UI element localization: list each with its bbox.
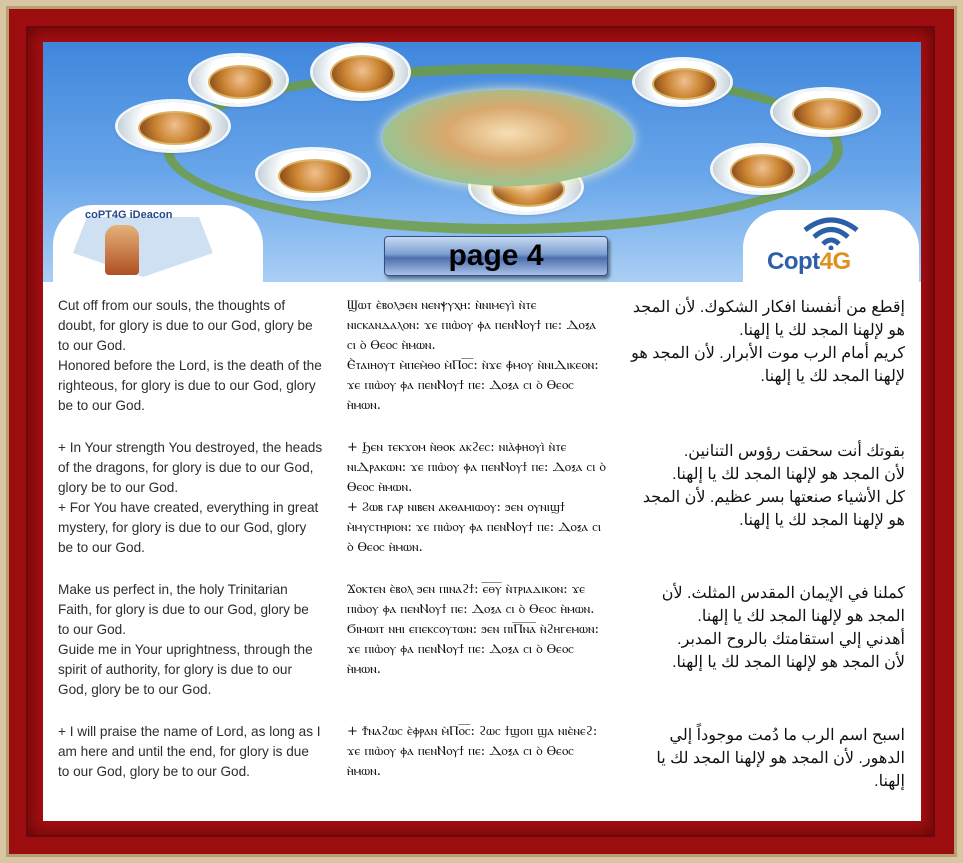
icon-flower-1 <box>191 56 286 104</box>
page-number-badge: page 4 <box>384 236 608 276</box>
ideacon-logo-text: coPT4G iDeacon <box>85 209 173 221</box>
english-paragraph: Cut off from our souls, the thoughts of doubt, for glory is due to our God, glory be to our God. Honored before the Lord, is the death of the righteous, for glory is due to our God, glory be to our God. <box>58 298 322 413</box>
icon-flower-2 <box>313 46 408 98</box>
header-banner <box>43 42 921 282</box>
document-page <box>43 42 921 821</box>
icon-flower-6 <box>635 60 730 104</box>
logo-pentagon-shape <box>73 217 213 277</box>
icon-flower-3 <box>118 102 228 150</box>
arabic-paragraph: إقطع من أنفسنا افكار الشكوك. لأن المجد هو لإلهنا المجد لك يا إلهنا. كريم أمام الرب موت الأبرار. لأن المجد هو لإلهنا المجد لك يا إلهنا. <box>631 299 905 385</box>
icon-flower-7 <box>773 90 878 134</box>
ideacon-logo <box>53 205 263 282</box>
coptic-paragraph: + Ϯⲛⲁϩⲱⲥ ⲉ̀ⲫⲣⲁⲛ ⲙ̀Ⲡⲟ̅ⲥ̅: ϩⲱⲥ ϯϣⲟⲡ ϣⲁ ⲛⲓⲉ̀ⲛⲉϩ: ϫⲉ ⲡⲓⲱ̀ⲟⲩ ⲫⲁ ⲡⲉⲛⲚⲟⲩϯ ⲡⲉ: Ⲇⲟⲝⲁ ⲥⲓ ⲟ̀ Ⲑⲉⲟⲥ ⲏ̀ⲙⲱⲛ. <box>347 724 602 779</box>
copt4g-logo <box>743 210 919 282</box>
copt4g-logo-text: Copt4G <box>767 248 851 275</box>
english-paragraph: Make us perfect in, the holy Trinitarian Faith, for glory is due to our God, glory be to our God. Guide me in Your uprightness, through the spirit of authority, for glory is due to our God, glory be to our God. <box>58 582 313 697</box>
christ-icon <box>383 90 633 186</box>
english-paragraph: + I will praise the name of Lord, as long as I am here and until the end, for glory is due to our God, glory be to our God. <box>58 724 325 779</box>
deacon-figure-icon <box>105 225 139 275</box>
wifi-icon <box>801 216 861 250</box>
english-paragraph: + In Your strength You destroyed, the heads of the dragons, for glory is due to our God, glory be to our God. + For You have created, everything in great mystery, for glory is due to our God, glory be to our God. <box>58 440 323 555</box>
arabic-paragraph: اسبح اسم الرب ما دُمت موجوداً إلي الدهور. لأن المجد هو لإلهنا المجد لك يا إلهنا. <box>651 727 905 790</box>
coptic-paragraph: Ϣⲱⲧ ⲉ̀ⲃⲟⲗϧⲉⲛ ⲛⲉⲛⲯⲩⲭⲏ: ⲛ̀ⲛⲓⲙⲉⲩⲓ̀ ⲛ̀ⲧⲉ ⲛⲓⲥⲕⲁⲛⲇⲁⲗⲟⲛ: ϫⲉ ⲡⲓⲱ̀ⲟⲩ ⲫⲁ ⲡⲉⲛⲚⲟⲩϯ ⲡⲉ: Ⲇⲟⲝⲁ ⲥⲓ ⲟ̀ Ⲑⲉⲟⲥ ⲏ̀ⲙⲱⲛ. Ⲉ̀ⲧⲁⲓⲏⲟⲩⲧ ⲙ̀ⲡⲉⲙ̀ⲑⲟ ⲙ̀Ⲡⲟ̅ⲥ̅: ⲛ̀ϫⲉ ⲫ̀ⲙⲟⲩ ⲛ̀ⲛⲓⲆⲓⲕⲉⲟⲛ: ϫⲉ ⲡⲓⲱ̀ⲟⲩ ⲫⲁ ⲡⲉⲛⲚⲟⲩϯ ⲡⲉ: Ⲇⲟⲝⲁ ⲥⲓ ⲟ̀ Ⲑⲉⲟⲥ ⲏ̀ⲙⲱⲛ. <box>347 298 599 413</box>
arabic-paragraph: بقوتك أنت سحقت رؤوس التنانين. لأن المجد هو لإلهنا المجد لك يا إلهنا. كل الأشياء صنعتها بسر عظيم. لأن المجد هو لإلهنا المجد لك يا إلهنا. <box>642 443 905 529</box>
icon-flower-8 <box>713 146 808 192</box>
coptic-paragraph: Ϫⲟⲕⲧⲉⲛ ⲉ̀ⲃⲟⲗ ϧⲉⲛ ⲡⲓⲛⲁϩϯ: ⲉ̅ⲑ̅ⲩ̅ ⲛ̀ⲧⲣⲓⲁⲇⲓⲕⲟⲛ: ϫⲉ ⲡⲓⲱ̀ⲟⲩ ⲫⲁ ⲡⲉⲛⲚⲟⲩϯ ⲡⲉ: Ⲇⲟⲝⲁ ⲥⲓ ⲟ̀ Ⲑⲉⲟⲥ ⲏ̀ⲙⲱⲛ. Ϭⲓⲙⲱⲓⲧ ⲛⲏⲓ ⲉⲡⲉⲕⲥⲟⲩⲧⲱⲛ: ϧⲉⲛ ⲡⲓⲠ̅ⲛ̅ⲁ̅ ⲛ̀ϩⲏⲅⲉⲙⲱⲛ: ϫⲉ ⲡⲓⲱ̀ⲟⲩ ⲫⲁ ⲡⲉⲛⲚⲟⲩϯ ⲡⲉ: Ⲇⲟⲝⲁ ⲥⲓ ⲟ̀ Ⲑⲉⲟⲥ ⲏ̀ⲙⲱⲛ. <box>347 582 599 677</box>
coptic-paragraph: + Ϧⲉⲛ ⲧⲉⲕϫⲟⲙ ⲛ̀ⲑⲟⲕ ⲁⲕϩⲉⲥ: ⲛⲓⲁ̀ⲫⲏⲟⲩⲓ̀ ⲛ̀ⲧⲉ ⲛⲓⲆⲣⲁⲕⲱⲛ: ϫⲉ ⲡⲓⲱ̀ⲟⲩ ⲫⲁ ⲡⲉⲛⲚⲟⲩϯ ⲡⲉ: Ⲇⲟⲝⲁ ⲥⲓ ⲟ̀ Ⲑⲉⲟⲥ ⲏ̀ⲙⲱⲛ. + Ϩⲱⲃ ⲅⲁⲣ ⲛⲓⲃⲉⲛ ⲁⲕⲑⲁⲙⲓⲱⲟⲩ: ϧⲉⲛ ⲟⲩⲛⲓϣϯ ⲙ̀ⲙⲩⲥⲧⲏⲣⲓⲟⲛ: ϫⲉ ⲡⲓⲱ̀ⲟⲩ ⲫⲁ ⲡⲉⲛⲚⲟⲩϯ ⲡⲉ: Ⲇⲟⲝⲁ ⲥⲓ ⲟ̀ Ⲑⲉⲟⲥ ⲏ̀ⲙⲱⲛ. <box>347 440 606 555</box>
icon-flower-4 <box>258 150 368 198</box>
arabic-paragraph: كملنا في الإيمان المقدس المثلث. لأن المجد هو لإلهنا المجد لك يا إلهنا. أهدني إلي استقامتك بالروح المدبر. لأن المجد هو لإلهنا المجد لك يا إلهنا. <box>661 585 905 671</box>
